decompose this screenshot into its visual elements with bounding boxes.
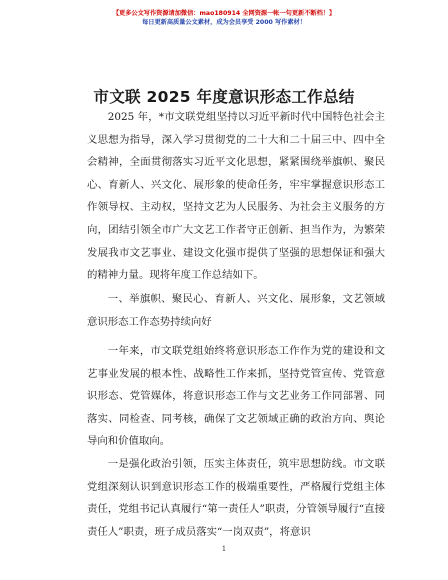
document-title: 市文联 2025 年度意识形态工作总结: [93, 88, 355, 106]
page-number: 1: [221, 545, 227, 553]
promo-banner-line-1: 【更多公文写作资源请加微信：mao180914 全网资源一帐一句更新不断档！】: [112, 10, 336, 17]
promo-banner: [0, 9, 448, 27]
intro-paragraph: 2025 年，*市文联党组坚持以习近平新时代中国特色社会主义思想为指导，深入学习贯彻党的二十大和二十届三中、四中全会精神，全面贯彻落实习近平文化思想，紧紧围绕举旗帜、聚民心、育新人、兴文化、展形象的使命任务，牢牢掌握意识形态工作领导权、主动权，坚持文艺为人民服务、为社会主义服务的方向，团结引领全市广大文艺工作者守正创新、担当作为，为繁荣发展我市文艺事业、建设文化强市提供了坚强的思想保证和强大的精神力量。现将年度工作总结如下。: [87, 111, 385, 282]
body-paragraph-2: 一是强化政治引领，压实主体责任，筑牢思想防线。市文联党组深刻认识到意识形态工作的极端重要性，严格履行党组主体责任，党组书记认真履行“第一责任人”职责，分管领导履行“直接责任人”职责，班子成员落实“一岗双责”，将意识: [87, 458, 385, 538]
section-heading-1: 一、举旗帜、聚民心、育新人、兴文化、展形象，文艺领域意识形态工作态势持续向好: [87, 293, 385, 328]
promo-banner-line-2: 每日更新高质量公文素材，成为会员享受 2000 写作素材！: [142, 19, 306, 26]
body-paragraph-1: 一年来，市文联党组始终将意识形态工作作为党的建设和文艺事业发展的根本性、战略性工作来抓，坚持党管宣传、党管意识形态、党管媒体，将意识形态工作与文艺业务工作同部署、同落实、同检查、同考核，确保了文艺领域正确的政治方向、舆论导向和价值取向。: [87, 345, 385, 448]
